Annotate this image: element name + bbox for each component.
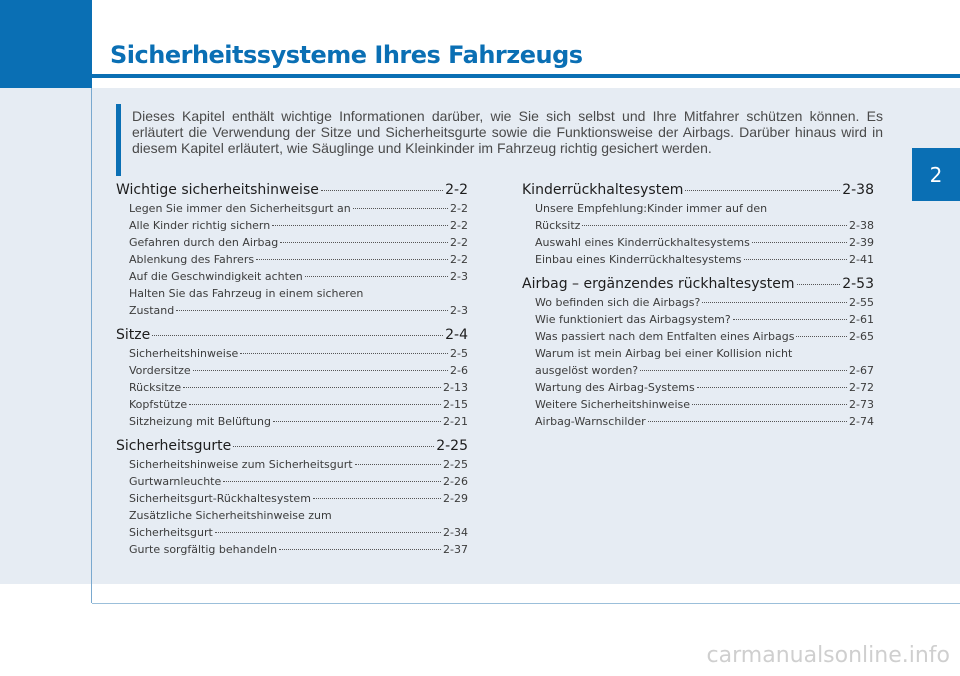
toc-entry-page: 2-67: [849, 364, 874, 377]
toc-entry[interactable]: [535, 330, 874, 347]
toc-leader: [223, 481, 441, 482]
toc-section-title: Sicherheitsgurte: [116, 438, 232, 454]
toc-entry[interactable]: [535, 296, 874, 313]
toc-entry-page: 2-13: [443, 381, 468, 394]
toc-entry-label: ausgelöst worden?: [535, 364, 639, 377]
toc-entry-label: Sitzheizung mit Belüftung: [129, 415, 271, 428]
toc-leader: [272, 225, 448, 226]
toc-entry-label: Zustand: [129, 304, 175, 317]
toc-left-column: [116, 182, 468, 560]
toc-leader: [152, 335, 443, 336]
toc-entry-continued[interactable]: [535, 364, 874, 381]
toc-entry-page: 2-72: [849, 381, 874, 394]
toc-section[interactable]: [522, 276, 874, 296]
toc-section-title: Airbag – ergänzendes rückhaltesystem: [522, 276, 795, 292]
toc-section[interactable]: [116, 182, 468, 202]
intro-accent-bar: [116, 104, 121, 176]
toc-entry-label: Airbag-Warnschilder: [535, 415, 646, 428]
chapter-intro: Dieses Kapitel enthält wichtige Informationen darüber, wie Sie sich selbst und Ihre Mitfahrer schützen können. Es erläutert die Verwendung der Sitze und Sicherheitsgurte sowie die Funktionsweise der Airbags. Darüber hinaus wird in diesem Kapitel erläutert, wie Säuglinge und Kleinkinder im Fahrzeug richtig gesichert werden.: [132, 108, 883, 156]
toc-entry-page: 2-74: [849, 415, 874, 428]
toc-entry-label: Gurtwarnleuchte: [129, 475, 222, 488]
toc-entry[interactable]: [535, 398, 874, 415]
left-margin-band: [0, 88, 92, 584]
toc-entry-page: 2-15: [443, 398, 468, 411]
toc-leader: [273, 421, 441, 422]
toc-entry-label: Legen Sie immer den Sicherheitsgurt an: [129, 202, 351, 215]
toc-entry-label: Kopfstütze: [129, 398, 188, 411]
toc-entry-label: Wie funktioniert das Airbagsystem?: [535, 313, 731, 326]
toc-leader: [640, 370, 847, 371]
toc-leader: [305, 276, 448, 277]
toc-entry-page: 2-3: [450, 270, 468, 283]
toc-leader: [256, 259, 448, 260]
toc-entry-label: Ablenkung des Fahrers: [129, 253, 255, 266]
toc-leader: [280, 242, 448, 243]
toc-leader: [355, 464, 441, 465]
toc-entry-label: Rücksitze: [129, 381, 182, 394]
toc-leader: [353, 208, 448, 209]
toc-entry[interactable]: [129, 543, 468, 560]
toc-entry-page: 2-38: [849, 219, 874, 232]
toc-entry[interactable]: [129, 492, 468, 509]
toc-entry[interactable]: [129, 398, 468, 415]
chapter-number: 2: [929, 162, 943, 187]
toc-entry-page: 2-2: [450, 219, 468, 232]
toc-section-page: 2-2: [445, 182, 468, 198]
toc-entry-continued[interactable]: [129, 526, 468, 543]
toc-section-page: 2-53: [842, 276, 874, 292]
toc-section[interactable]: [116, 327, 468, 347]
toc-entry-page: 2-61: [849, 313, 874, 326]
toc-leader: [685, 190, 840, 191]
toc-entry-label: Wo befinden sich die Airbags?: [535, 296, 701, 309]
chapter-tab[interactable]: [912, 148, 960, 201]
toc-leader: [744, 259, 847, 260]
toc-entry-label: Einbau eines Kinderrückhaltesystems: [535, 253, 742, 266]
toc-entry-page: 2-55: [849, 296, 874, 309]
toc-leader: [240, 353, 448, 354]
title-underline: [92, 74, 960, 78]
toc-entry-label: Sicherheitsgurt: [129, 526, 213, 539]
toc-entry-label: Unsere Empfehlung:Kinder immer auf den: [535, 202, 768, 215]
toc-entry-label: Was passiert nach dem Entfalten eines Airbags: [535, 330, 795, 343]
toc-entry-continued[interactable]: [129, 304, 468, 321]
toc-entry-page: 2-26: [443, 475, 468, 488]
toc-leader: [176, 310, 448, 311]
toc-leader: [702, 302, 847, 303]
toc-entry-page: 2-41: [849, 253, 874, 266]
toc-entry[interactable]: [129, 347, 468, 364]
toc-entry-label: Gurte sorgfältig behandeln: [129, 543, 278, 556]
toc-entry[interactable]: [535, 313, 874, 330]
toc-entry-label: Halten Sie das Fahrzeug in einem sicheren: [129, 287, 364, 300]
toc-leader: [733, 319, 847, 320]
toc-entry[interactable]: [535, 415, 874, 432]
toc-entry[interactable]: [535, 253, 874, 270]
toc-entry[interactable]: [535, 381, 874, 398]
toc-entry[interactable]: [129, 381, 468, 398]
toc-section-page: 2-4: [445, 327, 468, 343]
toc-entry-page: 2-2: [450, 236, 468, 249]
toc-leader: [189, 404, 441, 405]
toc-leader: [233, 446, 434, 447]
toc-leader: [752, 242, 847, 243]
toc-entry-label: Zusätzliche Sicherheitshinweise zum: [129, 509, 332, 522]
toc-entry-label: Auswahl eines Kinderrückhaltesystems: [535, 236, 750, 249]
toc-entry[interactable]: [129, 270, 468, 287]
toc-entry-label: Wartung des Airbag-Systems: [535, 381, 695, 394]
toc-leader: [193, 370, 448, 371]
toc-entry[interactable]: [535, 347, 874, 364]
toc-leader: [279, 549, 441, 550]
toc-entry-page: 2-6: [450, 364, 468, 377]
toc-entry-page: 2-34: [443, 526, 468, 539]
toc-entry[interactable]: [129, 219, 468, 236]
toc-section-page: 2-38: [842, 182, 874, 198]
toc-entry[interactable]: [129, 458, 468, 475]
toc-entry-label: Rücksitz: [535, 219, 581, 232]
toc-section[interactable]: [522, 182, 874, 202]
toc-entry[interactable]: [129, 287, 468, 304]
toc-entry-label: Sicherheitsgurt-Rückhaltesystem: [129, 492, 311, 505]
toc-entry[interactable]: [129, 415, 468, 432]
toc-entry-page: 2-21: [443, 415, 468, 428]
toc-entry-page: 2-2: [450, 253, 468, 266]
toc-entry[interactable]: [129, 475, 468, 492]
toc-entry-page: 2-2: [450, 202, 468, 215]
toc-leader: [697, 387, 847, 388]
toc-entry-page: 2-25: [443, 458, 468, 471]
toc-entry[interactable]: [129, 236, 468, 253]
toc-entry-label: Warum ist mein Airbag bei einer Kollision nicht: [535, 347, 793, 360]
toc-leader: [797, 284, 841, 285]
toc-entry-label: Gefahren durch den Airbag: [129, 236, 279, 249]
toc-section[interactable]: [116, 438, 468, 458]
watermark: carmanualsonline.info: [706, 643, 950, 668]
toc-leader: [321, 190, 443, 191]
toc-section-title: Wichtige sicherheitshinweise: [116, 182, 319, 198]
page-title: Sicherheitssysteme Ihres Fahrzeugs: [110, 41, 583, 69]
toc-entry-page: 2-37: [443, 543, 468, 556]
toc-entry-label: Sicherheitshinweise: [129, 347, 239, 360]
toc-section-title: Sitze: [116, 327, 151, 343]
toc-section-title: Kinderrückhaltesystem: [522, 182, 684, 198]
toc-leader: [215, 532, 441, 533]
footer-rule: [92, 603, 960, 604]
toc-leader: [582, 225, 847, 226]
toc-leader: [648, 421, 847, 422]
toc-entry-label: Sicherheitshinweise zum Sicherheitsgurt: [129, 458, 353, 471]
toc-section-page: 2-25: [436, 438, 468, 454]
toc-entry-page: 2-3: [450, 304, 468, 317]
toc-right-column: [522, 182, 874, 432]
toc-entry[interactable]: [535, 202, 874, 219]
margin-rule: [91, 88, 92, 603]
toc-entry-page: 2-65: [849, 330, 874, 343]
toc-entry-label: Auf die Geschwindigkeit achten: [129, 270, 303, 283]
toc-entry[interactable]: [129, 364, 468, 381]
toc-entry-page: 2-29: [443, 492, 468, 505]
toc-entry[interactable]: [535, 236, 874, 253]
toc-entry-continued[interactable]: [535, 219, 874, 236]
toc-entry-label: Vordersitze: [129, 364, 191, 377]
toc-entry-label: Weitere Sicherheitshinweise: [535, 398, 690, 411]
toc-entry-page: 2-73: [849, 398, 874, 411]
toc-leader: [796, 336, 847, 337]
toc-entry[interactable]: [129, 509, 468, 526]
corner-block: [0, 0, 92, 88]
toc-entry-page: 2-5: [450, 347, 468, 360]
toc-leader: [313, 498, 441, 499]
toc-leader: [692, 404, 847, 405]
toc-leader: [183, 387, 441, 388]
toc-entry-page: 2-39: [849, 236, 874, 249]
toc-entry[interactable]: [129, 202, 468, 219]
toc-entry-label: Alle Kinder richtig sichern: [129, 219, 271, 232]
toc-entry[interactable]: [129, 253, 468, 270]
